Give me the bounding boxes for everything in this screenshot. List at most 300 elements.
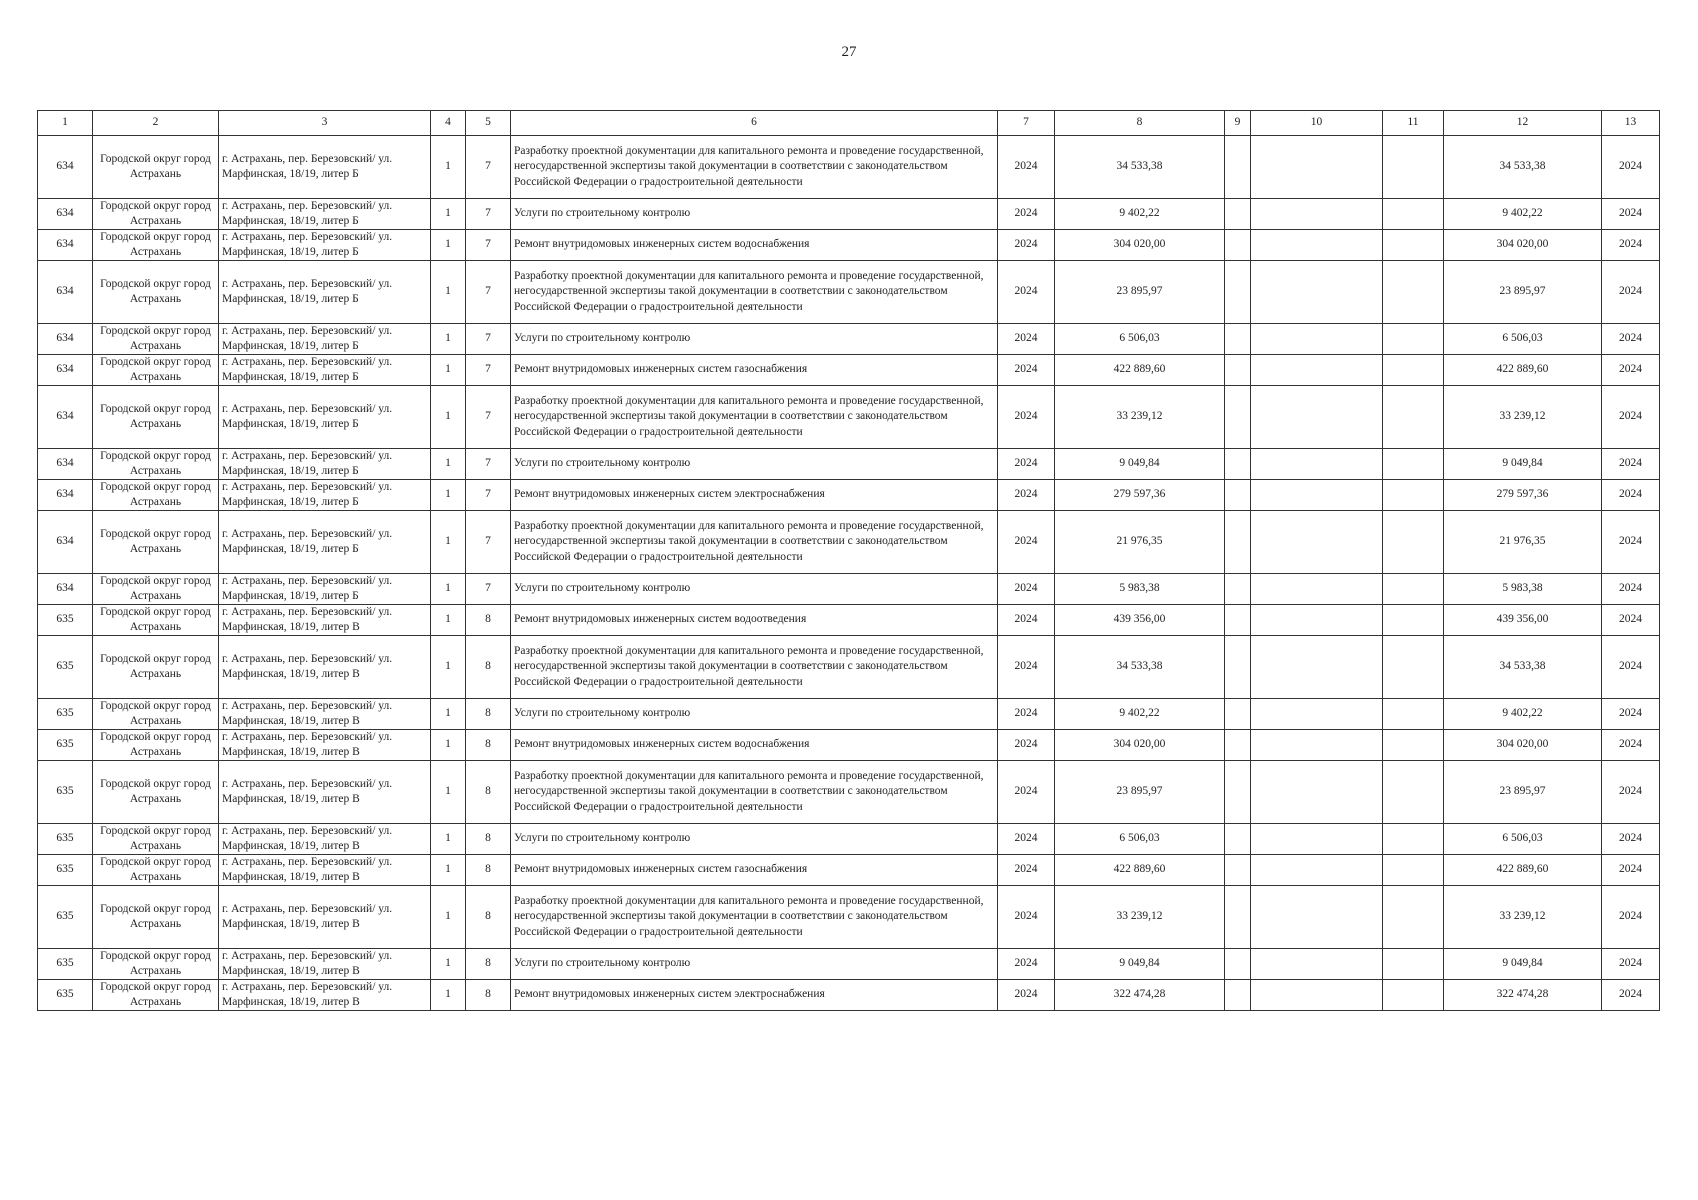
amount-cell: 23 895,97 (1055, 761, 1225, 824)
completion-year-cell: 2024 (1602, 386, 1660, 449)
table-row (38, 636, 1660, 699)
col11-cell (1383, 355, 1444, 386)
column-header: 10 (1251, 111, 1383, 136)
col9-cell (1225, 480, 1251, 511)
total-cell: 34 533,38 (1444, 136, 1602, 199)
total-cell: 322 474,28 (1444, 980, 1602, 1011)
total-cell: 304 020,00 (1444, 230, 1602, 261)
municipality-cell: Городской округ город Астрахань (93, 886, 219, 949)
municipality-cell: Городской округ город Астрахань (93, 605, 219, 636)
column-header: 9 (1225, 111, 1251, 136)
amount-cell: 6 506,03 (1055, 824, 1225, 855)
row-number-cell: 634 (38, 480, 93, 511)
col11-cell (1383, 824, 1444, 855)
amount-cell: 439 356,00 (1055, 605, 1225, 636)
amount-cell: 34 533,38 (1055, 136, 1225, 199)
table-body (38, 136, 1660, 1011)
col5-cell: 7 (466, 136, 511, 199)
col11-cell (1383, 261, 1444, 324)
work-type-cell: Услуги по строительному контролю (511, 199, 998, 230)
col11-cell (1383, 761, 1444, 824)
col10-cell (1251, 761, 1383, 824)
col4-cell: 1 (431, 949, 466, 980)
col5-cell: 7 (466, 386, 511, 449)
total-cell: 304 020,00 (1444, 730, 1602, 761)
address-cell: г. Астрахань, пер. Березовский/ ул. Марфинская, 18/19, литер В (219, 636, 431, 699)
completion-year-cell: 2024 (1602, 230, 1660, 261)
col10-cell (1251, 449, 1383, 480)
completion-year-cell: 2024 (1602, 886, 1660, 949)
col5-cell: 8 (466, 761, 511, 824)
completion-year-cell: 2024 (1602, 980, 1660, 1011)
amount-cell: 33 239,12 (1055, 886, 1225, 949)
total-cell: 9 049,84 (1444, 449, 1602, 480)
col11-cell (1383, 511, 1444, 574)
column-header: 7 (998, 111, 1055, 136)
total-cell: 279 597,36 (1444, 480, 1602, 511)
year-cell: 2024 (998, 324, 1055, 355)
col9-cell (1225, 355, 1251, 386)
address-cell: г. Астрахань, пер. Березовский/ ул. Марфинская, 18/19, литер В (219, 824, 431, 855)
col4-cell: 1 (431, 824, 466, 855)
row-number-cell: 634 (38, 199, 93, 230)
col10-cell (1251, 355, 1383, 386)
col5-cell: 8 (466, 886, 511, 949)
col5-cell: 7 (466, 480, 511, 511)
row-number-cell: 634 (38, 449, 93, 480)
municipality-cell: Городской округ город Астрахань (93, 855, 219, 886)
col9-cell (1225, 574, 1251, 605)
col10-cell (1251, 136, 1383, 199)
row-number-cell: 635 (38, 636, 93, 699)
municipality-cell: Городской округ город Астрахань (93, 261, 219, 324)
col10-cell (1251, 199, 1383, 230)
work-type-cell: Разработку проектной документации для капитального ремонта и проведение государственной, негосударственной экспертизы такой документации в соответствии с законодательством Российской Федерации о градостроительной деятельности (511, 886, 998, 949)
table-row (38, 230, 1660, 261)
municipality-cell: Городской округ город Астрахань (93, 230, 219, 261)
completion-year-cell: 2024 (1602, 511, 1660, 574)
table-row (38, 855, 1660, 886)
row-number-cell: 635 (38, 886, 93, 949)
col11-cell (1383, 230, 1444, 261)
table-row (38, 324, 1660, 355)
address-cell: г. Астрахань, пер. Березовский/ ул. Марфинская, 18/19, литер В (219, 980, 431, 1011)
col4-cell: 1 (431, 355, 466, 386)
amount-cell: 422 889,60 (1055, 355, 1225, 386)
work-type-cell: Разработку проектной документации для капитального ремонта и проведение государственной, негосударственной экспертизы такой документации в соответствии с законодательством Российской Федерации о градостроительной деятельности (511, 386, 998, 449)
column-header: 13 (1602, 111, 1660, 136)
col11-cell (1383, 605, 1444, 636)
col9-cell (1225, 511, 1251, 574)
col4-cell: 1 (431, 761, 466, 824)
row-number-cell: 634 (38, 230, 93, 261)
table-row (38, 730, 1660, 761)
col10-cell (1251, 480, 1383, 511)
col4-cell: 1 (431, 636, 466, 699)
municipality-cell: Городской округ город Астрахань (93, 636, 219, 699)
table-row (38, 824, 1660, 855)
col11-cell (1383, 730, 1444, 761)
row-number-cell: 635 (38, 980, 93, 1011)
amount-cell: 9 049,84 (1055, 449, 1225, 480)
col9-cell (1225, 980, 1251, 1011)
address-cell: г. Астрахань, пер. Березовский/ ул. Марфинская, 18/19, литер Б (219, 386, 431, 449)
col9-cell (1225, 886, 1251, 949)
column-header: 5 (466, 111, 511, 136)
year-cell: 2024 (998, 730, 1055, 761)
address-cell: г. Астрахань, пер. Березовский/ ул. Марфинская, 18/19, литер Б (219, 574, 431, 605)
row-number-cell: 635 (38, 730, 93, 761)
row-number-cell: 634 (38, 386, 93, 449)
completion-year-cell: 2024 (1602, 355, 1660, 386)
col9-cell (1225, 636, 1251, 699)
year-cell: 2024 (998, 230, 1055, 261)
page-number: 27 (841, 44, 857, 60)
work-type-cell: Ремонт внутридомовых инженерных систем электроснабжения (511, 980, 998, 1011)
work-type-cell: Услуги по строительному контролю (511, 699, 998, 730)
year-cell: 2024 (998, 386, 1055, 449)
col11-cell (1383, 136, 1444, 199)
work-type-cell: Ремонт внутридомовых инженерных систем газоснабжения (511, 855, 998, 886)
col11-cell (1383, 480, 1444, 511)
address-cell: г. Астрахань, пер. Березовский/ ул. Марфинская, 18/19, литер В (219, 761, 431, 824)
col9-cell (1225, 730, 1251, 761)
table-row (38, 386, 1660, 449)
amount-cell: 422 889,60 (1055, 855, 1225, 886)
amount-cell: 304 020,00 (1055, 730, 1225, 761)
municipality-cell: Городской округ город Астрахань (93, 699, 219, 730)
column-header: 4 (431, 111, 466, 136)
row-number-cell: 634 (38, 574, 93, 605)
table-row (38, 480, 1660, 511)
year-cell: 2024 (998, 699, 1055, 730)
municipality-cell: Городской округ город Астрахань (93, 730, 219, 761)
col5-cell: 7 (466, 199, 511, 230)
address-cell: г. Астрахань, пер. Березовский/ ул. Марфинская, 18/19, литер В (219, 699, 431, 730)
col9-cell (1225, 199, 1251, 230)
col10-cell (1251, 574, 1383, 605)
col10-cell (1251, 980, 1383, 1011)
col9-cell (1225, 761, 1251, 824)
col10-cell (1251, 230, 1383, 261)
work-type-cell: Услуги по строительному контролю (511, 949, 998, 980)
work-type-cell: Услуги по строительному контролю (511, 324, 998, 355)
col10-cell (1251, 605, 1383, 636)
year-cell: 2024 (998, 199, 1055, 230)
address-cell: г. Астрахань, пер. Березовский/ ул. Марфинская, 18/19, литер В (219, 949, 431, 980)
year-cell: 2024 (998, 136, 1055, 199)
amount-cell: 21 976,35 (1055, 511, 1225, 574)
col11-cell (1383, 949, 1444, 980)
table-row (38, 261, 1660, 324)
row-number-cell: 635 (38, 605, 93, 636)
table-row (38, 199, 1660, 230)
col5-cell: 8 (466, 855, 511, 886)
address-cell: г. Астрахань, пер. Березовский/ ул. Марфинская, 18/19, литер Б (219, 136, 431, 199)
total-cell: 34 533,38 (1444, 636, 1602, 699)
amount-cell: 304 020,00 (1055, 230, 1225, 261)
municipality-cell: Городской округ город Астрахань (93, 480, 219, 511)
col10-cell (1251, 730, 1383, 761)
row-number-cell: 635 (38, 855, 93, 886)
col5-cell: 8 (466, 980, 511, 1011)
amount-cell: 9 049,84 (1055, 949, 1225, 980)
col10-cell (1251, 511, 1383, 574)
address-cell: г. Астрахань, пер. Березовский/ ул. Марфинская, 18/19, литер Б (219, 324, 431, 355)
address-cell: г. Астрахань, пер. Березовский/ ул. Марфинская, 18/19, литер Б (219, 480, 431, 511)
work-type-cell: Разработку проектной документации для капитального ремонта и проведение государственной, негосударственной экспертизы такой документации в соответствии с законодательством Российской Федерации о градостроительной деятельности (511, 636, 998, 699)
total-cell: 21 976,35 (1444, 511, 1602, 574)
amount-cell: 9 402,22 (1055, 199, 1225, 230)
address-cell: г. Астрахань, пер. Березовский/ ул. Марфинская, 18/19, литер Б (219, 261, 431, 324)
row-number-cell: 634 (38, 511, 93, 574)
col10-cell (1251, 636, 1383, 699)
completion-year-cell: 2024 (1602, 574, 1660, 605)
year-cell: 2024 (998, 511, 1055, 574)
col4-cell: 1 (431, 449, 466, 480)
municipality-cell: Городской округ город Астрахань (93, 136, 219, 199)
address-cell: г. Астрахань, пер. Березовский/ ул. Марфинская, 18/19, литер Б (219, 449, 431, 480)
table-row (38, 980, 1660, 1011)
completion-year-cell: 2024 (1602, 449, 1660, 480)
year-cell: 2024 (998, 636, 1055, 699)
work-type-cell: Ремонт внутридомовых инженерных систем водоснабжения (511, 730, 998, 761)
capital-repair-table (37, 110, 1660, 1011)
col9-cell (1225, 824, 1251, 855)
col4-cell: 1 (431, 730, 466, 761)
col11-cell (1383, 449, 1444, 480)
col9-cell (1225, 605, 1251, 636)
municipality-cell: Городской округ город Астрахань (93, 511, 219, 574)
col11-cell (1383, 855, 1444, 886)
address-cell: г. Астрахань, пер. Березовский/ ул. Марфинская, 18/19, литер В (219, 730, 431, 761)
col4-cell: 1 (431, 136, 466, 199)
table-row (38, 605, 1660, 636)
col4-cell: 1 (431, 699, 466, 730)
completion-year-cell: 2024 (1602, 480, 1660, 511)
year-cell: 2024 (998, 605, 1055, 636)
completion-year-cell: 2024 (1602, 605, 1660, 636)
column-header: 1 (38, 111, 93, 136)
col4-cell: 1 (431, 199, 466, 230)
col9-cell (1225, 855, 1251, 886)
col4-cell: 1 (431, 574, 466, 605)
municipality-cell: Городской округ город Астрахань (93, 949, 219, 980)
completion-year-cell: 2024 (1602, 261, 1660, 324)
row-number-cell: 635 (38, 699, 93, 730)
col5-cell: 7 (466, 261, 511, 324)
column-header: 6 (511, 111, 998, 136)
municipality-cell: Городской округ город Астрахань (93, 324, 219, 355)
col9-cell (1225, 949, 1251, 980)
col10-cell (1251, 261, 1383, 324)
col5-cell: 8 (466, 949, 511, 980)
work-type-cell: Услуги по строительному контролю (511, 574, 998, 605)
row-number-cell: 634 (38, 136, 93, 199)
total-cell: 33 239,12 (1444, 386, 1602, 449)
year-cell: 2024 (998, 449, 1055, 480)
total-cell: 5 983,38 (1444, 574, 1602, 605)
municipality-cell: Городской округ город Астрахань (93, 355, 219, 386)
table-header-row (38, 111, 1660, 136)
amount-cell: 34 533,38 (1055, 636, 1225, 699)
work-type-cell: Услуги по строительному контролю (511, 824, 998, 855)
column-header: 12 (1444, 111, 1602, 136)
col5-cell: 8 (466, 605, 511, 636)
year-cell: 2024 (998, 261, 1055, 324)
total-cell: 422 889,60 (1444, 855, 1602, 886)
col5-cell: 7 (466, 574, 511, 605)
year-cell: 2024 (998, 355, 1055, 386)
address-cell: г. Астрахань, пер. Березовский/ ул. Марфинская, 18/19, литер Б (219, 199, 431, 230)
column-header: 8 (1055, 111, 1225, 136)
year-cell: 2024 (998, 886, 1055, 949)
amount-cell: 9 402,22 (1055, 699, 1225, 730)
address-cell: г. Астрахань, пер. Березовский/ ул. Марфинская, 18/19, литер Б (219, 355, 431, 386)
year-cell: 2024 (998, 980, 1055, 1011)
table-row (38, 886, 1660, 949)
col10-cell (1251, 386, 1383, 449)
col5-cell: 7 (466, 324, 511, 355)
col9-cell (1225, 230, 1251, 261)
col5-cell: 7 (466, 511, 511, 574)
col10-cell (1251, 949, 1383, 980)
work-type-cell: Ремонт внутридомовых инженерных систем водоотведения (511, 605, 998, 636)
table-row (38, 511, 1660, 574)
work-type-cell: Услуги по строительному контролю (511, 449, 998, 480)
total-cell: 9 402,22 (1444, 199, 1602, 230)
year-cell: 2024 (998, 855, 1055, 886)
row-number-cell: 634 (38, 261, 93, 324)
column-header: 11 (1383, 111, 1444, 136)
col11-cell (1383, 886, 1444, 949)
table-row (38, 761, 1660, 824)
amount-cell: 6 506,03 (1055, 324, 1225, 355)
amount-cell: 5 983,38 (1055, 574, 1225, 605)
total-cell: 23 895,97 (1444, 761, 1602, 824)
work-type-cell: Разработку проектной документации для капитального ремонта и проведение государственной, негосударственной экспертизы такой документации в соответствии с законодательством Российской Федерации о градостроительной деятельности (511, 136, 998, 199)
completion-year-cell: 2024 (1602, 730, 1660, 761)
completion-year-cell: 2024 (1602, 136, 1660, 199)
table-row (38, 949, 1660, 980)
municipality-cell: Городской округ город Астрахань (93, 199, 219, 230)
amount-cell: 279 597,36 (1055, 480, 1225, 511)
col10-cell (1251, 886, 1383, 949)
col11-cell (1383, 324, 1444, 355)
total-cell: 6 506,03 (1444, 824, 1602, 855)
col4-cell: 1 (431, 886, 466, 949)
col5-cell: 7 (466, 449, 511, 480)
completion-year-cell: 2024 (1602, 324, 1660, 355)
completion-year-cell: 2024 (1602, 761, 1660, 824)
total-cell: 9 049,84 (1444, 949, 1602, 980)
col5-cell: 7 (466, 355, 511, 386)
address-cell: г. Астрахань, пер. Березовский/ ул. Марфинская, 18/19, литер В (219, 605, 431, 636)
address-cell: г. Астрахань, пер. Березовский/ ул. Марфинская, 18/19, литер Б (219, 230, 431, 261)
col5-cell: 8 (466, 636, 511, 699)
col4-cell: 1 (431, 605, 466, 636)
col4-cell: 1 (431, 980, 466, 1011)
completion-year-cell: 2024 (1602, 199, 1660, 230)
col4-cell: 1 (431, 480, 466, 511)
row-number-cell: 635 (38, 761, 93, 824)
col5-cell: 7 (466, 230, 511, 261)
col9-cell (1225, 386, 1251, 449)
table-row (38, 355, 1660, 386)
row-number-cell: 635 (38, 824, 93, 855)
table-row (38, 449, 1660, 480)
municipality-cell: Городской округ город Астрахань (93, 980, 219, 1011)
address-cell: г. Астрахань, пер. Березовский/ ул. Марфинская, 18/19, литер В (219, 886, 431, 949)
col9-cell (1225, 324, 1251, 355)
completion-year-cell: 2024 (1602, 855, 1660, 886)
col10-cell (1251, 855, 1383, 886)
col9-cell (1225, 261, 1251, 324)
total-cell: 439 356,00 (1444, 605, 1602, 636)
work-type-cell: Ремонт внутридомовых инженерных систем водоснабжения (511, 230, 998, 261)
table-row (38, 574, 1660, 605)
col5-cell: 8 (466, 824, 511, 855)
col4-cell: 1 (431, 324, 466, 355)
municipality-cell: Городской округ город Астрахань (93, 761, 219, 824)
total-cell: 422 889,60 (1444, 355, 1602, 386)
col4-cell: 1 (431, 230, 466, 261)
col9-cell (1225, 136, 1251, 199)
total-cell: 6 506,03 (1444, 324, 1602, 355)
municipality-cell: Городской округ город Астрахань (93, 824, 219, 855)
col10-cell (1251, 824, 1383, 855)
completion-year-cell: 2024 (1602, 824, 1660, 855)
work-type-cell: Разработку проектной документации для капитального ремонта и проведение государственной, негосударственной экспертизы такой документации в соответствии с законодательством Российской Федерации о градостроительной деятельности (511, 261, 998, 324)
table-row (38, 699, 1660, 730)
col11-cell (1383, 699, 1444, 730)
municipality-cell: Городской округ город Астрахань (93, 574, 219, 605)
completion-year-cell: 2024 (1602, 699, 1660, 730)
column-header: 2 (93, 111, 219, 136)
amount-cell: 33 239,12 (1055, 386, 1225, 449)
total-cell: 33 239,12 (1444, 886, 1602, 949)
amount-cell: 23 895,97 (1055, 261, 1225, 324)
col11-cell (1383, 574, 1444, 605)
address-cell: г. Астрахань, пер. Березовский/ ул. Марфинская, 18/19, литер В (219, 855, 431, 886)
year-cell: 2024 (998, 761, 1055, 824)
col11-cell (1383, 386, 1444, 449)
year-cell: 2024 (998, 480, 1055, 511)
work-type-cell: Разработку проектной документации для капитального ремонта и проведение государственной, негосударственной экспертизы такой документации в соответствии с законодательством Российской Федерации о градостроительной деятельности (511, 761, 998, 824)
col11-cell (1383, 636, 1444, 699)
col9-cell (1225, 449, 1251, 480)
year-cell: 2024 (998, 574, 1055, 605)
col4-cell: 1 (431, 511, 466, 574)
work-type-cell: Разработку проектной документации для капитального ремонта и проведение государственной, негосударственной экспертизы такой документации в соответствии с законодательством Российской Федерации о градостроительной деятельности (511, 511, 998, 574)
table-row (38, 136, 1660, 199)
year-cell: 2024 (998, 824, 1055, 855)
col4-cell: 1 (431, 386, 466, 449)
col4-cell: 1 (431, 855, 466, 886)
work-type-cell: Ремонт внутридомовых инженерных систем газоснабжения (511, 355, 998, 386)
completion-year-cell: 2024 (1602, 949, 1660, 980)
total-cell: 23 895,97 (1444, 261, 1602, 324)
municipality-cell: Городской округ город Астрахань (93, 449, 219, 480)
col9-cell (1225, 699, 1251, 730)
row-number-cell: 634 (38, 355, 93, 386)
amount-cell: 322 474,28 (1055, 980, 1225, 1011)
col11-cell (1383, 199, 1444, 230)
col4-cell: 1 (431, 261, 466, 324)
column-header: 3 (219, 111, 431, 136)
col10-cell (1251, 699, 1383, 730)
year-cell: 2024 (998, 949, 1055, 980)
